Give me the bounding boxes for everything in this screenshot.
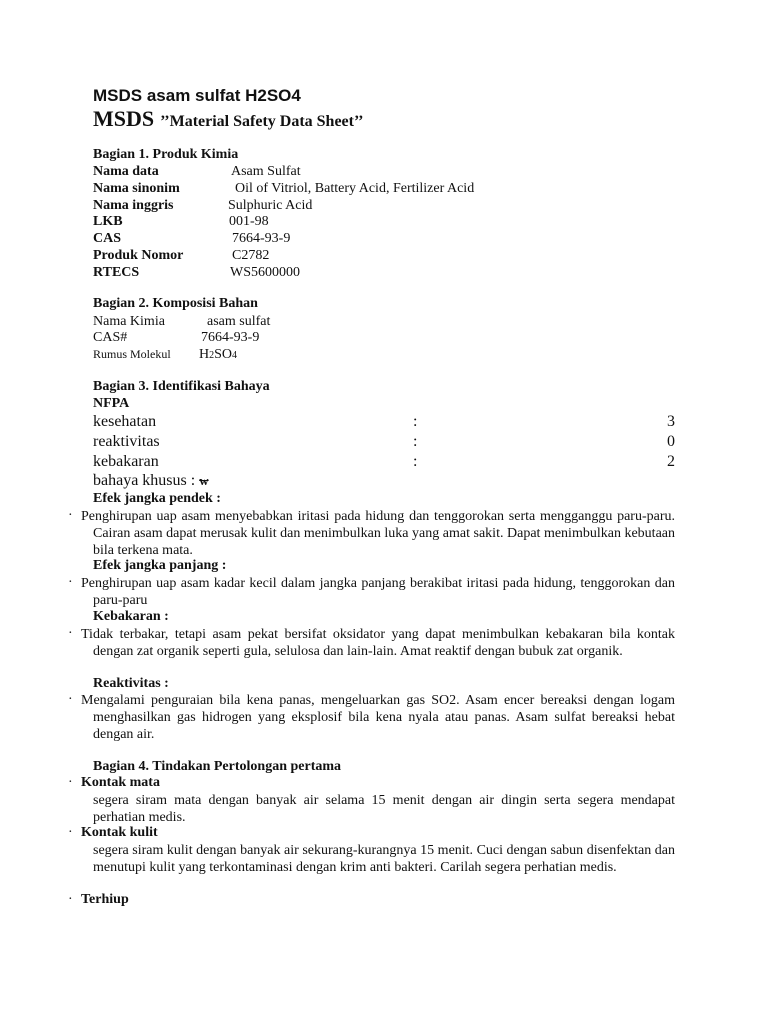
effect-paragraph — [81, 508, 675, 559]
nfpa-value: 0 — [667, 433, 675, 450]
bullet-icon: · — [68, 825, 73, 840]
section1-row — [93, 213, 593, 230]
special-hazard-row — [93, 472, 675, 492]
formula-sub: 2 — [209, 350, 215, 361]
row-value: asam sulfat — [207, 314, 271, 329]
row-key: Produk Nomor — [93, 248, 184, 263]
nfpa-colon: : — [413, 453, 418, 470]
nfpa-label-text: kesehatan — [93, 413, 157, 430]
nfpa-row — [93, 433, 675, 453]
no-water-symbol: w — [199, 473, 209, 488]
nfpa-value: 2 — [667, 453, 675, 470]
nfpa-label-text: kebakaran — [93, 453, 159, 470]
row-key: RTECS — [93, 265, 140, 280]
bullet-icon: · — [68, 692, 73, 707]
special-hazard-text: bahaya khusus : — [93, 472, 196, 489]
nfpa-colon: : — [413, 413, 418, 430]
row-value: 7664-93-9 — [201, 330, 260, 345]
row-key: CAS — [93, 231, 122, 246]
section2-title: Bagian 2. Komposisi Bahan — [93, 296, 258, 311]
bullet-icon: · — [68, 892, 73, 907]
section2-row — [93, 313, 493, 330]
effect-heading: Efek jangka panjang : — [93, 558, 227, 573]
document-title: MSDS asam sulfat H2SO4 — [93, 86, 301, 105]
effect-heading: Efek jangka pendek : — [93, 491, 221, 506]
paragraph-text: Penghirupan uap asam menyebabkan iritasi pada hidung dan tenggorokan serta mengganggu paru-paru. Cairan asam dapat merusak kulit dan menimbulkan luka yang amat sakit. Dapat menimbulkan kebutaan bila terkena mata. — [81, 509, 675, 558]
effect-paragraph — [81, 692, 675, 743]
row-value: Sulphuric Acid — [228, 198, 313, 213]
msds-subtitle: ’’Material Safety Data Sheet’’ — [160, 113, 364, 130]
nfpa-value: 3 — [667, 413, 675, 430]
msds-label: MSDS — [93, 106, 155, 131]
row-key: CAS# — [93, 330, 128, 345]
section2-row — [93, 329, 493, 346]
row-value: C2782 — [232, 248, 270, 263]
formula-sub: 4 — [232, 350, 238, 361]
first-aid-paragraph: segera siram kulit dengan banyak air sekurang-kurangnya 15 menit. Cuci dengan sabun disenfektan dan menutupi kulit yang terkontaminasi dengan krim anti bakteri. Carilah segera perhatian medis. — [93, 843, 675, 875]
section2-row — [93, 346, 493, 363]
row-key: LKB — [93, 214, 123, 229]
paragraph-text: Penghirupan uap asam kadar kecil dalam jangka panjang berakibat iritasi pada hidung, tenggorokan dan paru-paru — [81, 576, 675, 608]
first-aid-heading: Kontak kulit — [81, 825, 158, 840]
formula-part: SO — [214, 347, 233, 362]
molecular-formula — [199, 346, 237, 364]
bullet-icon: · — [68, 626, 73, 641]
section1-row — [93, 163, 593, 180]
first-aid-paragraph: segera siram mata dengan banyak air selama 15 menit dengan air dingin serta segera mendapat perhatian medis. — [93, 793, 675, 825]
bullet-icon: · — [68, 575, 73, 590]
first-aid-heading: Kontak mata — [81, 775, 160, 790]
row-value: 001-98 — [229, 214, 269, 229]
row-value: WS5600000 — [230, 265, 300, 280]
effect-paragraph — [81, 626, 675, 660]
bullet-icon: · — [68, 508, 73, 523]
row-value: Asam Sulfat — [231, 164, 301, 179]
section1-title: Bagian 1. Produk Kimia — [93, 147, 239, 162]
section1-row — [93, 264, 593, 281]
formula-part: H — [199, 347, 210, 362]
special-hazard-label — [93, 472, 209, 490]
section4-title: Bagian 4. Tindakan Pertolongan pertama — [93, 759, 342, 774]
row-key: Nama Kimia — [93, 314, 165, 329]
row-key: Nama sinonim — [93, 181, 180, 196]
section1-row — [93, 180, 653, 197]
row-key: Nama inggris — [93, 198, 174, 213]
section3-title: Bagian 3. Identifikasi Bahaya — [93, 379, 270, 394]
nfpa-row — [93, 413, 675, 433]
paragraph-text: Tidak terbakar, tetapi asam pekat bersifat oksidator yang dapat menimbulkan kebakaran bila kontak dengan zat organik seperti gula, selulosa dan lain-lain. Amat reaktif dengan bubuk zat organik. — [81, 627, 675, 659]
msds-heading — [93, 106, 363, 133]
first-aid-heading: Terhiup — [81, 892, 129, 907]
effect-heading: Reaktivitas : — [93, 676, 169, 691]
effect-heading: Kebakaran : — [93, 609, 169, 624]
section1-row — [93, 247, 593, 264]
row-key: Rumus Molekul — [93, 347, 171, 361]
bullet-icon: · — [68, 775, 73, 790]
section1-row — [93, 230, 593, 247]
nfpa-colon: : — [413, 433, 418, 450]
effect-paragraph — [81, 575, 675, 609]
nfpa-label-text: reaktivitas — [93, 433, 160, 450]
row-value: Oil of Vitriol, Battery Acid, Fertilizer Acid — [235, 181, 475, 196]
row-key: Nama data — [93, 164, 159, 179]
nfpa-row — [93, 453, 675, 473]
row-value: 7664-93-9 — [232, 231, 291, 246]
paragraph-text: Mengalami penguraian bila kena panas, mengeluarkan gas SO2. Asam encer bereaksi dengan logam menghasilkan gas hidrogen yang eksplosif bila kena nyala atau panas. Asam sulfat bereaksi hebat dengan air. — [81, 693, 675, 742]
nfpa-label: NFPA — [93, 396, 130, 411]
section1-row — [93, 197, 593, 214]
